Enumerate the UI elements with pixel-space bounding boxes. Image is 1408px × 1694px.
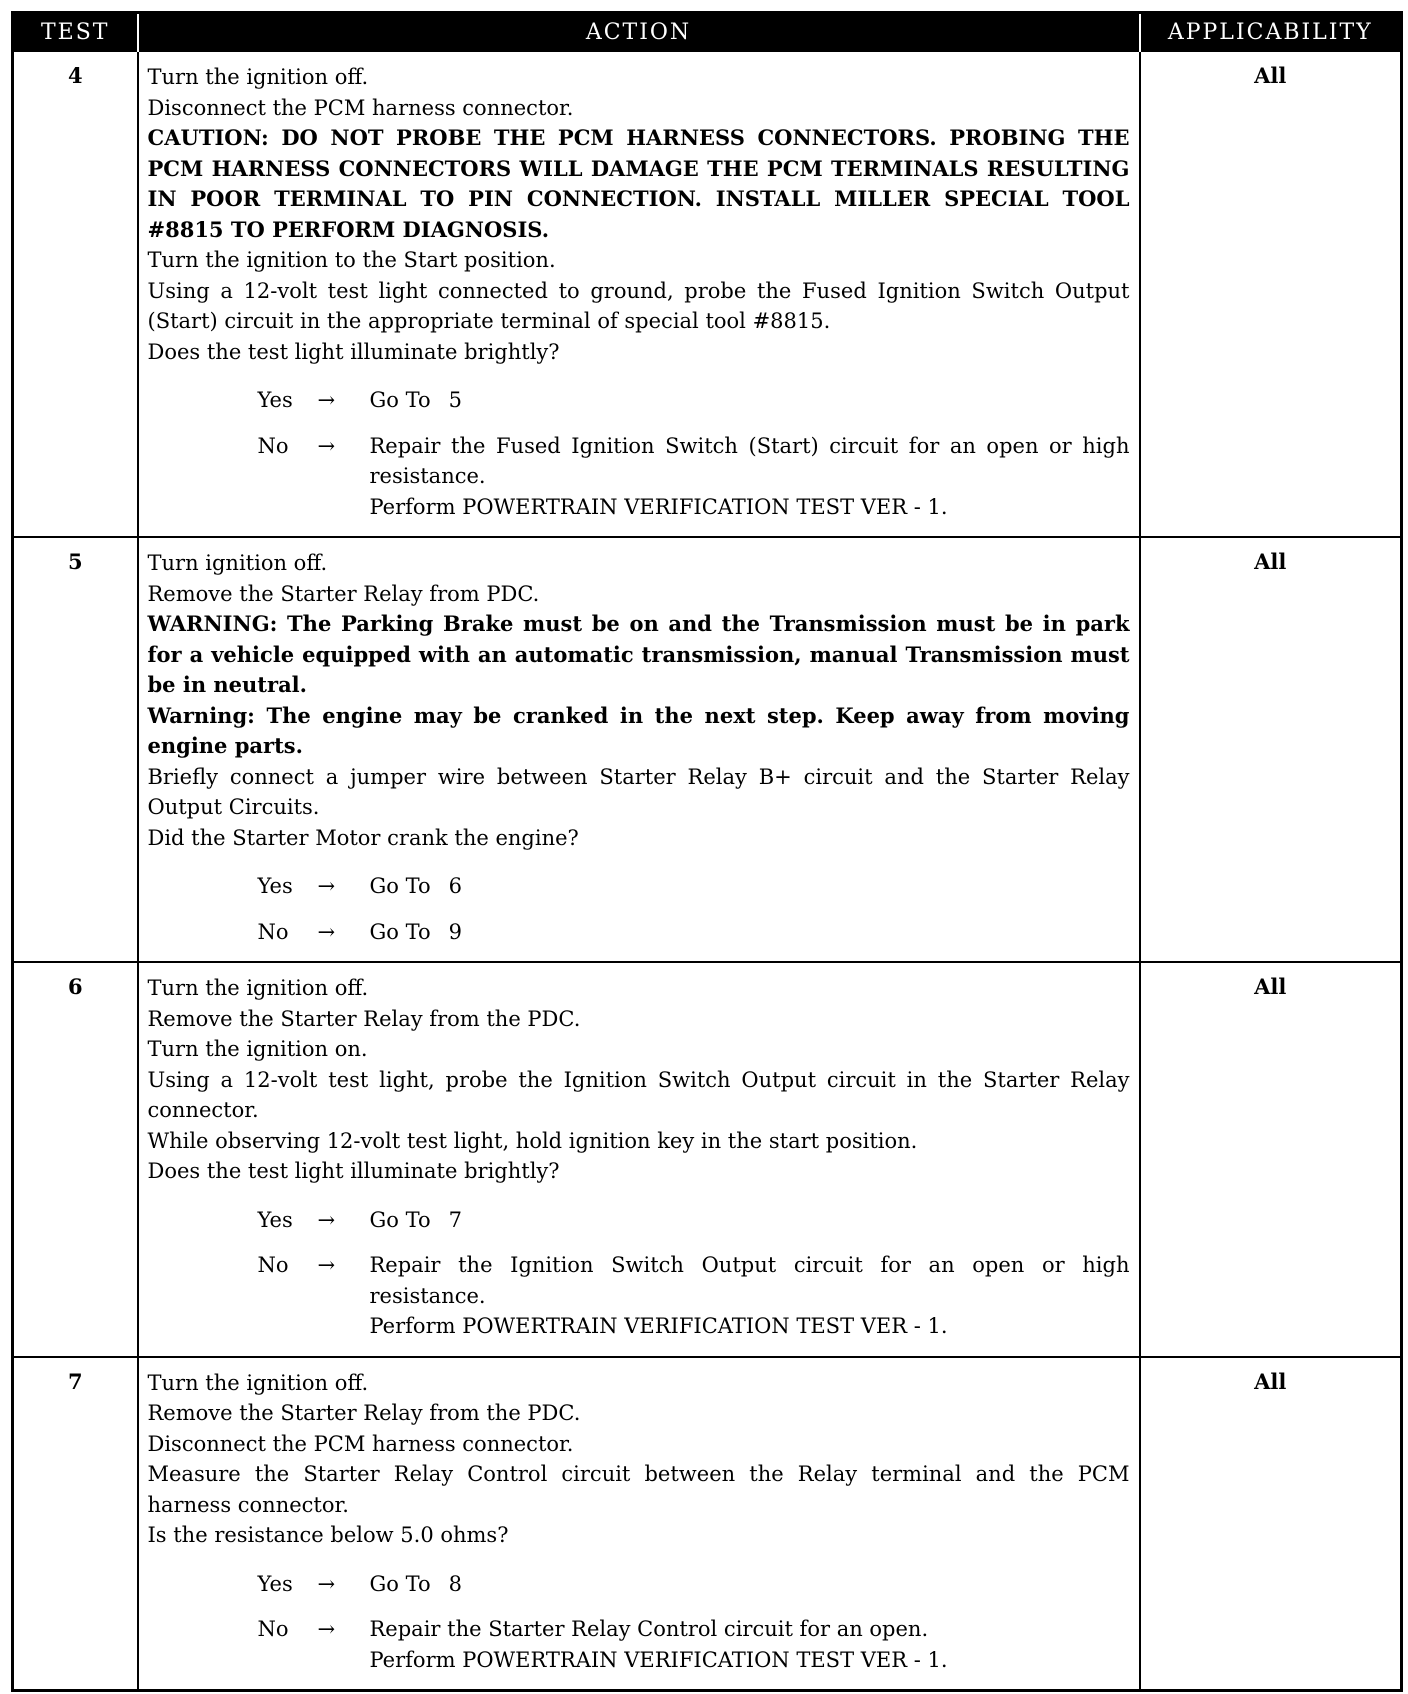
goto-step <box>370 871 1130 902</box>
warning-text: Warning: The engine may be cranked in the next step. Keep away from moving engine parts. <box>147 702 1130 758</box>
arrow-right-icon: → <box>317 1617 336 1641</box>
action-step: Remove the Starter Relay from PDC. <box>147 581 540 606</box>
result-branches <box>148 385 1130 522</box>
action-step: Turn the ignition off. <box>147 65 369 89</box>
arrow-right-icon: → <box>317 1253 336 1277</box>
repair-text: Repair the Ignition Switch Output circuit for an open or high resistance. <box>369 1253 1130 1308</box>
branch-label: Yes <box>257 1207 293 1232</box>
branch-label: No <box>257 1253 289 1277</box>
branch-yes <box>258 871 1130 902</box>
goto-step <box>370 1205 1130 1236</box>
action-step: Remove the Starter Relay from the PDC. <box>147 1401 581 1425</box>
repair-instruction <box>370 431 1130 523</box>
diagnostic-test-table <box>11 11 1403 1692</box>
table-row <box>13 51 1402 537</box>
action-step: Does the test light illuminate brightly? <box>147 339 560 364</box>
branch-yes <box>258 385 1130 416</box>
arrow-right-icon: → <box>317 919 336 944</box>
action-step: While observing 12-volt test light, hold ignition key in the start position. <box>147 1128 918 1153</box>
goto-step-number: 6 <box>448 874 462 898</box>
test-number: 5 <box>13 537 138 962</box>
result-branches <box>148 871 1130 947</box>
action-step: Using a 12-volt test light, probe the Ignition Switch Output circuit in the Starter Relay connector. <box>147 1067 1130 1122</box>
action-step: Turn the ignition off. <box>147 976 369 1000</box>
goto-label: Go To <box>369 1571 431 1596</box>
action-step: Does the test light illuminate brightly? <box>147 1159 560 1183</box>
branch-no <box>258 917 1130 948</box>
action-step: Briefly connect a jumper wire between Starter Relay B+ circuit and the Starter Relay Output Circuits. <box>147 764 1130 819</box>
branch-label: Yes <box>257 874 293 898</box>
arrow-right-icon: → <box>317 433 336 458</box>
action-cell <box>138 51 1140 537</box>
action-cell <box>138 962 1140 1357</box>
verification-test-text: Perform POWERTRAIN VERIFICATION TEST VER - 1. <box>369 1314 948 1338</box>
branch-label: No <box>257 1617 289 1641</box>
arrow-right-icon: → <box>317 388 336 412</box>
repair-instruction <box>370 1614 1130 1675</box>
goto-label: Go To <box>369 874 431 898</box>
branch-yes <box>258 1205 1130 1236</box>
action-step: Remove the Starter Relay from the PDC. <box>147 1006 581 1031</box>
warning-text: WARNING: The Parking Brake must be on and the Transmission must be in park for a vehicle equipped with an automatic transmission, manual Transmission must be in neutral. <box>147 611 1130 697</box>
test-number: 7 <box>13 1357 138 1691</box>
applicability-value: All <box>1140 537 1402 962</box>
action-step: Disconnect the PCM harness connector. <box>147 95 574 120</box>
test-number: 4 <box>13 51 138 537</box>
verification-test-text: Perform POWERTRAIN VERIFICATION TEST VER - 1. <box>369 1647 948 1672</box>
action-step: Did the Starter Motor crank the engine? <box>147 825 579 850</box>
action-step: Disconnect the PCM harness connector. <box>147 1431 574 1456</box>
column-header-action: ACTION <box>138 13 1140 52</box>
goto-step-number: 5 <box>448 388 462 412</box>
result-branches <box>148 1205 1130 1342</box>
table-header-row <box>13 13 1402 52</box>
branch-no <box>258 1614 1130 1675</box>
action-step: Is the resistance below 5.0 ohms? <box>147 1523 509 1547</box>
repair-text: Repair the Fused Ignition Switch (Start) circuit for an open or high resistance. <box>369 433 1130 488</box>
goto-step-number: 9 <box>448 919 462 944</box>
goto-step <box>370 385 1130 416</box>
table-row <box>13 1357 1402 1691</box>
goto-step-number: 8 <box>448 1571 462 1596</box>
branch-label: Yes <box>257 388 293 412</box>
action-cell <box>138 537 1140 962</box>
repair-instruction <box>370 1250 1130 1342</box>
test-number: 6 <box>13 962 138 1357</box>
branch-yes <box>258 1569 1130 1600</box>
table-row <box>13 962 1402 1357</box>
applicability-value: All <box>1140 962 1402 1357</box>
goto-step <box>370 1569 1130 1600</box>
branch-no <box>258 1250 1130 1342</box>
warning-text: CAUTION: DO NOT PROBE THE PCM HARNESS CONNECTORS. PROBING THE PCM HARNESS CONNECTORS WILL DAMAGE THE PCM TERMINALS RESULTING IN POOR TERMINAL TO PIN CONNECTION. INSTALL MILLER SPECIAL TOOL #8815 TO PERFORM DIAGNOSIS. <box>147 125 1130 242</box>
action-step: Measure the Starter Relay Control circuit between the Relay terminal and the PCM harness connector. <box>147 1462 1130 1517</box>
goto-step-number: 7 <box>448 1207 462 1232</box>
arrow-right-icon: → <box>317 1571 336 1596</box>
repair-text: Repair the Starter Relay Control circuit for an open. <box>369 1617 929 1641</box>
table-row <box>13 537 1402 962</box>
applicability-value: All <box>1140 1357 1402 1691</box>
action-cell <box>138 1357 1140 1691</box>
arrow-right-icon: → <box>317 1207 336 1232</box>
result-branches <box>148 1569 1130 1676</box>
column-header-test: TEST <box>13 13 138 52</box>
branch-label: No <box>257 433 289 458</box>
action-step: Turn the ignition off. <box>147 1370 369 1395</box>
column-header-applicability: APPLICABILITY <box>1140 13 1402 52</box>
arrow-right-icon: → <box>317 874 336 898</box>
action-step: Turn the ignition on. <box>147 1037 368 1061</box>
verification-test-text: Perform POWERTRAIN VERIFICATION TEST VER - 1. <box>369 494 948 519</box>
goto-label: Go To <box>369 919 431 944</box>
goto-label: Go To <box>369 388 431 412</box>
branch-label: Yes <box>257 1571 293 1596</box>
goto-step <box>370 917 1130 948</box>
applicability-value: All <box>1140 51 1402 537</box>
action-step: Turn the ignition to the Start position. <box>147 248 556 272</box>
action-step: Turn ignition off. <box>147 551 328 575</box>
goto-label: Go To <box>369 1207 431 1232</box>
branch-no <box>258 431 1130 523</box>
branch-label: No <box>257 919 289 944</box>
action-step: Using a 12-volt test light connected to ground, probe the Fused Ignition Switch Output (Start) circuit in the appropriate terminal of special tool #8815. <box>147 278 1130 333</box>
